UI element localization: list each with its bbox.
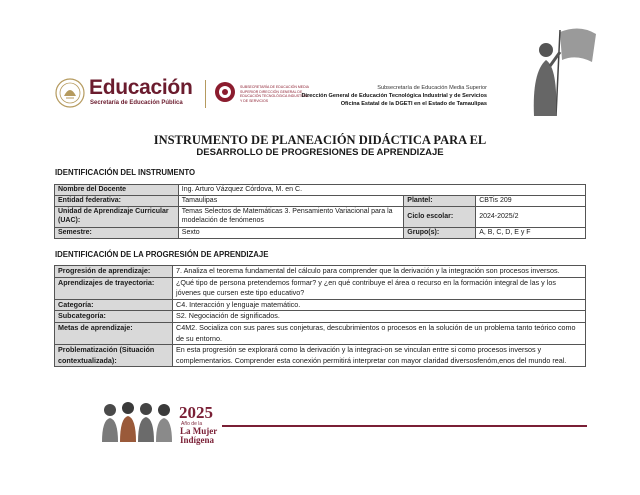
entidad-label: Entidad federativa: xyxy=(55,196,179,207)
table-row xyxy=(55,322,586,344)
mexico-emblem-icon xyxy=(55,78,85,108)
woman-with-flag-illustration xyxy=(522,22,598,118)
header-divider xyxy=(205,80,206,108)
section-heading-progression: IDENTIFICACIÓN DE LA PROGRESIÓN DE APRENDIZAJE xyxy=(55,250,269,259)
metas-label: Metas de aprendizaje: xyxy=(55,322,173,344)
educacion-logo: Educación xyxy=(89,76,193,99)
subcategoria-value: S2. Negociación de significados. xyxy=(173,311,586,323)
footer-indigena: Indígena xyxy=(180,435,215,445)
footer-divider xyxy=(222,425,587,427)
trayectoria-label: Aprendizajes de trayectoria: xyxy=(55,277,173,299)
document-subtitle: DESARROLLO DE PROGRESIONES DE APRENDIZAJE xyxy=(196,147,444,158)
ciclo-label: Ciclo escolar: xyxy=(404,207,476,228)
inst-line1: Subsecretaría de Educación Media Superior xyxy=(377,85,487,91)
categoria-value: C4. Interacción y lenguaje matemático. xyxy=(173,299,586,311)
table-row xyxy=(55,207,586,228)
dgeti-text: SUBSECRETARÍA DE EDUCACIÓN MEDIA SUPERIOR DIRECCIÓN GENERAL DE EDUCACIÓN TECNOLÓGICA INDUSTRIAL Y DE SERVICIOS xyxy=(240,85,309,103)
table-row xyxy=(55,228,586,239)
categoria-label: Categoría: xyxy=(55,299,173,311)
table-row xyxy=(55,196,586,207)
inst-line2: Dirección General de Educación Tecnológica Industrial y de Servicios xyxy=(301,93,487,99)
grupo-label: Grupo(s): xyxy=(404,228,476,239)
dgeti-seal-icon xyxy=(214,81,236,103)
section-heading-instrument: IDENTIFICACIÓN DEL INSTRUMENTO xyxy=(55,168,196,177)
plantel-label: Plantel: xyxy=(404,196,476,207)
footer-ano-de: Año de la xyxy=(181,421,203,427)
grupo-value: A, B, C, D, E y F xyxy=(476,228,586,239)
uac-label: Unidad de Aprendizaje Curricular (UAC): xyxy=(55,207,179,228)
semestre-value: Sexto xyxy=(178,228,404,239)
plantel-value: CBTis 209 xyxy=(476,196,586,207)
table-row xyxy=(55,311,586,323)
progresion-value: 7. Analiza el teorema fundamental del cálculo para comprender que la derivación y la integración son procesos inversos. xyxy=(173,266,586,278)
docente-value: Ing. Arturo Vázquez Córdova, M. en C. xyxy=(178,185,585,196)
table-row xyxy=(55,345,586,367)
ciclo-value: 2024-2025/2 xyxy=(476,207,586,228)
uac-value: Temas Selectos de Matemáticas 3. Pensamiento Variacional para la modelación de fenómenos xyxy=(178,207,404,228)
inst-line3: Oficina Estatal de la DGETI en el Estado de Tamaulipas xyxy=(340,101,487,107)
table-row xyxy=(55,266,586,278)
semestre-label: Semestre: xyxy=(55,228,179,239)
document-title: INSTRUMENTO DE PLANEACIÓN DIDÁCTICA PARA EL xyxy=(153,133,487,147)
subcategoria-label: Subcategoría: xyxy=(55,311,173,323)
docente-label: Nombre del Docente xyxy=(55,185,179,196)
sep-subtitle: Secretaría de Educación Pública xyxy=(90,100,183,106)
entidad-value: Tamaulipas xyxy=(178,196,404,207)
table-row xyxy=(55,185,586,196)
table-row xyxy=(55,299,586,311)
table-row xyxy=(55,277,586,299)
footer-year: 2025 xyxy=(179,403,213,422)
trayectoria-value: ¿Qué tipo de persona pretendemos formar? y ¿en qué contribuye el área o recurso en la formación integral de las y los jóvenes que cursen este tipo educativo? xyxy=(173,277,586,299)
problematizacion-value: En esta progresión se explorará como la derivación y la integraci-on se vinculan entre si como procesos inversos y complementarios. Comprender esta conexión permitirá interpretar con mayor claridad diversosfenóm,enos del mundo real. xyxy=(173,345,586,367)
footer-mujer: La Mujer xyxy=(180,426,218,436)
progression-table xyxy=(54,265,586,367)
progresion-label: Progresión de aprendizaje: xyxy=(55,266,173,278)
metas-value: C4M2. Socializa con sus pares sus conjeturas, descubrimientos o procesos en la solución de un problema tanto teórico como de su entorno. xyxy=(173,322,586,344)
instrument-table xyxy=(54,184,586,239)
problematizacion-label: Problematización (Situación contextualizada): xyxy=(55,345,173,367)
institution-block xyxy=(302,84,487,108)
indigenous-women-illustration xyxy=(98,398,176,442)
